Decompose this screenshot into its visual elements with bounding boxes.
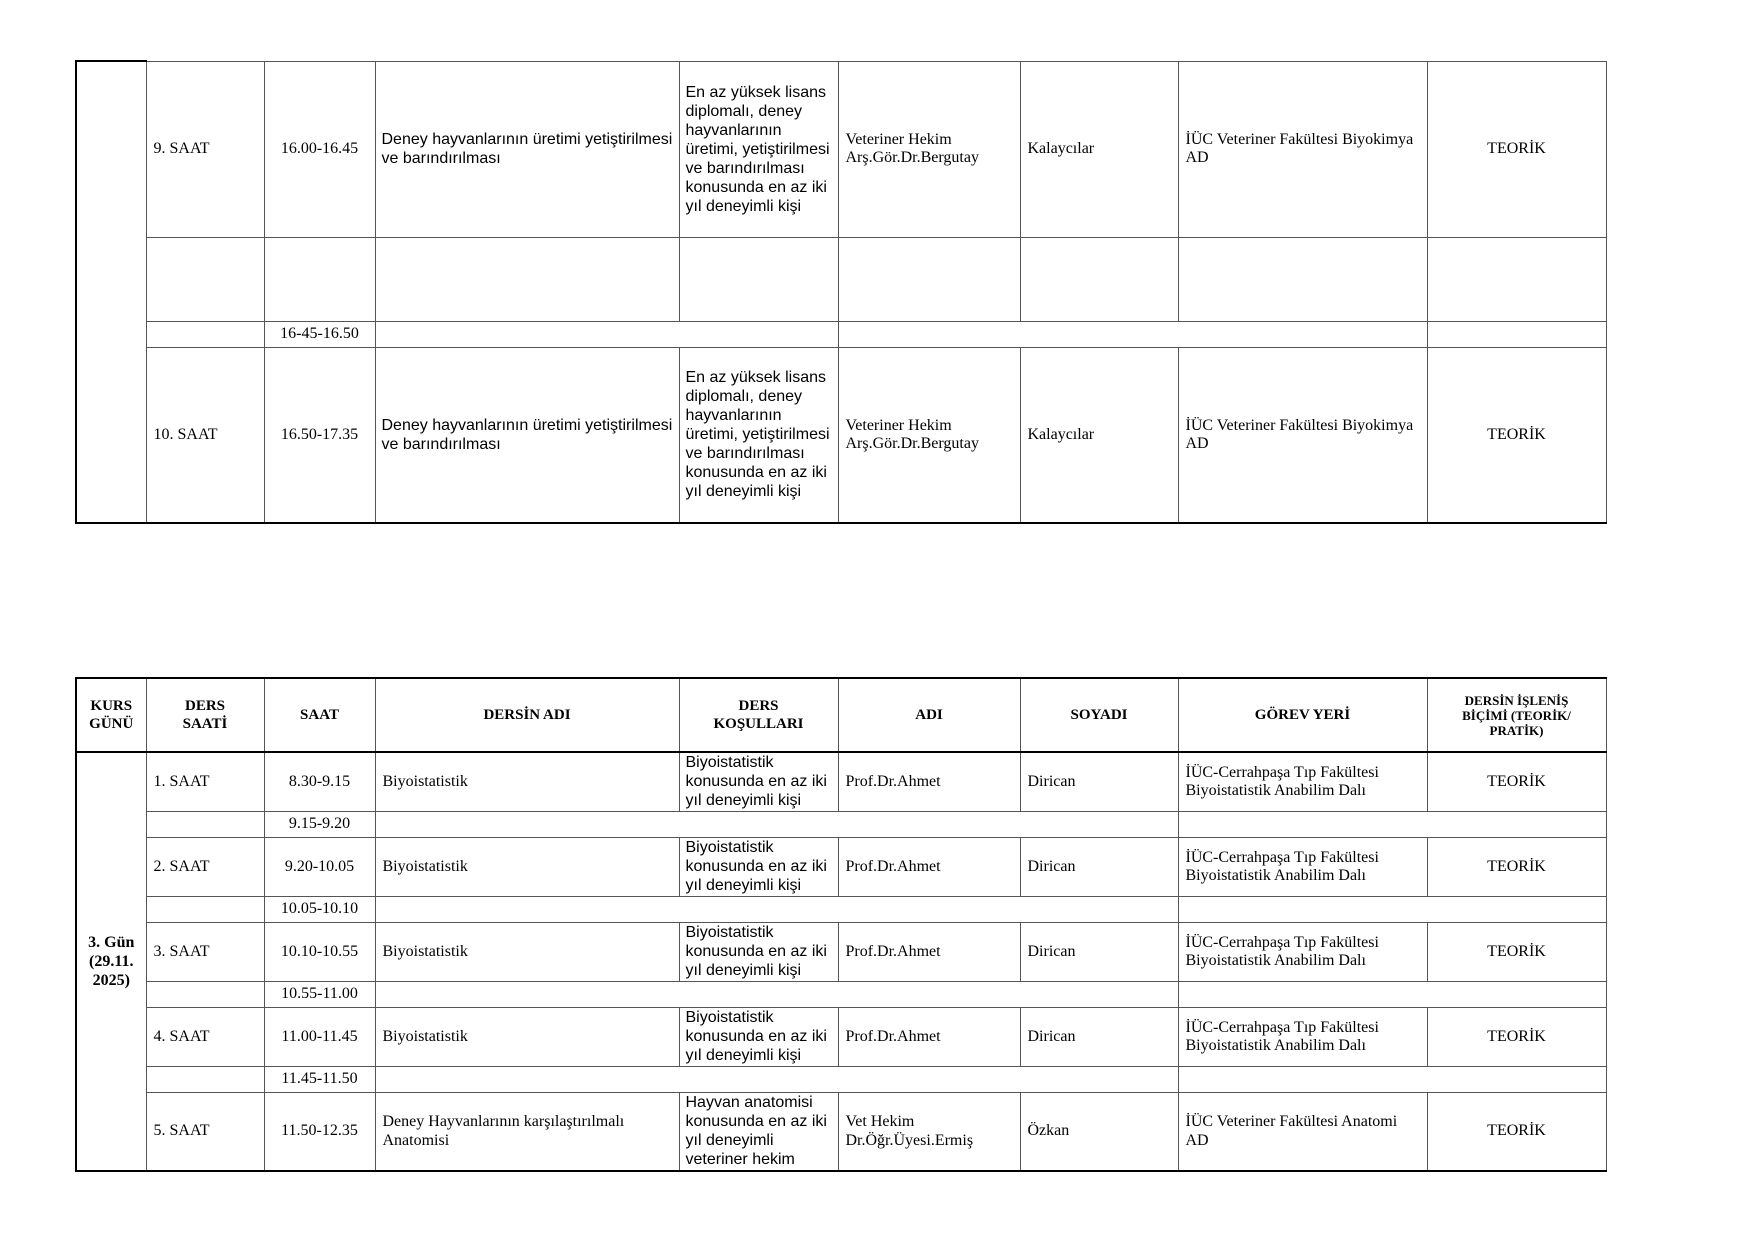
break-time-cell: 11.45-11.50: [264, 1066, 375, 1092]
day-label: 3. Gün (29.11. 2025): [76, 752, 146, 1171]
adi-cell: Prof.Dr.Ahmet: [838, 752, 1020, 811]
day-cell: [76, 61, 146, 523]
break-time-cell: 10.05-10.10: [264, 896, 375, 922]
soyadi-cell: Özkan: [1020, 1092, 1178, 1171]
ders-saati-cell: 10. SAAT: [146, 347, 264, 523]
kosullar-cell: Biyoistatistik konusunda en az iki yıl deneyimli kişi: [679, 837, 838, 896]
break-time-cell: 10.55-11.00: [264, 981, 375, 1007]
top-schedule-table: [75, 60, 1607, 524]
soyadi-cell: Kalaycılar: [1020, 347, 1178, 523]
ders-saati-cell: 9. SAAT: [146, 61, 264, 237]
break-row: [76, 321, 1606, 347]
bicim-cell: TEORİK: [1427, 61, 1606, 237]
bottom-schedule-table: [75, 677, 1607, 1172]
gorev-yeri-cell: İÜC-Cerrahpaşa Tıp Fakültesi Biyoistatistik Anabilim Dalı: [1178, 1007, 1427, 1066]
gorev-yeri-cell: İÜC Veteriner Fakültesi Anatomi AD: [1178, 1092, 1427, 1171]
kosullar-cell: Hayvan anatomisi konusunda en az iki yıl deneyimli veteriner hekim: [679, 1092, 838, 1171]
break-row: [76, 811, 1606, 837]
ders-adi-cell: Deney hayvanlarının üretimi yetiştirilmesi ve barındırılması: [375, 347, 679, 523]
ders-saati-cell: 2. SAAT: [146, 837, 264, 896]
bicim-cell: TEORİK: [1427, 922, 1606, 981]
table-row-empty: [76, 237, 1606, 321]
table-row: [76, 61, 1606, 237]
kosullar-cell: Biyoistatistik konusunda en az iki yıl deneyimli kişi: [679, 922, 838, 981]
saat-cell: 16.00-16.45: [264, 61, 375, 237]
header-adi: ADI: [838, 678, 1020, 752]
gorev-yeri-cell: İÜC-Cerrahpaşa Tıp Fakültesi Biyoistatistik Anabilim Dalı: [1178, 752, 1427, 811]
soyadi-cell: Kalaycılar: [1020, 61, 1178, 237]
break-time-cell: 16-45-16.50: [264, 321, 375, 347]
break-row: [76, 1066, 1606, 1092]
kosullar-cell: Biyoistatistik konusunda en az iki yıl deneyimli kişi: [679, 752, 838, 811]
gorev-yeri-cell: İÜC-Cerrahpaşa Tıp Fakültesi Biyoistatistik Anabilim Dalı: [1178, 922, 1427, 981]
saat-cell: 11.50-12.35: [264, 1092, 375, 1171]
adi-cell: Vet Hekim Dr.Öğr.Üyesi.Ermiş: [838, 1092, 1020, 1171]
saat-cell: 16.50-17.35: [264, 347, 375, 523]
header-saat: SAAT: [264, 678, 375, 752]
table-row: [76, 347, 1606, 523]
kosullar-cell: En az yüksek lisans diplomalı, deney hayvanlarının üretimi, yetiştirilmesi ve barındırılması konusunda en az iki yıl deneyimli kişi: [679, 347, 838, 523]
break-row: [76, 896, 1606, 922]
table-row: [76, 922, 1606, 981]
gorev-yeri-cell: İÜC Veteriner Fakültesi Biyokimya AD: [1178, 61, 1427, 237]
header-row: [76, 678, 1606, 752]
ders-adi-cell: Biyoistatistik: [375, 837, 679, 896]
kosullar-cell: Biyoistatistik konusunda en az iki yıl deneyimli kişi: [679, 1007, 838, 1066]
adi-cell: Prof.Dr.Ahmet: [838, 1007, 1020, 1066]
soyadi-cell: Dirican: [1020, 752, 1178, 811]
header-bicim: DERSİN İŞLENİŞ BİÇİMİ (TEORİK/ PRATİK): [1427, 678, 1606, 752]
bicim-cell: TEORİK: [1427, 1092, 1606, 1171]
table-row: [76, 1092, 1606, 1171]
ders-saati-cell: 1. SAAT: [146, 752, 264, 811]
table-row: [76, 837, 1606, 896]
table-row: [76, 1007, 1606, 1066]
ders-adi-cell: Biyoistatistik: [375, 1007, 679, 1066]
saat-cell: 11.00-11.45: [264, 1007, 375, 1066]
ders-saati-cell: 5. SAAT: [146, 1092, 264, 1171]
saat-cell: 10.10-10.55: [264, 922, 375, 981]
soyadi-cell: Dirican: [1020, 922, 1178, 981]
kosullar-cell: En az yüksek lisans diplomalı, deney hayvanlarının üretimi, yetiştirilmesi ve barındırılması konusunda en az iki yıl deneyimli kişi: [679, 61, 838, 237]
bicim-cell: TEORİK: [1427, 347, 1606, 523]
soyadi-cell: Dirican: [1020, 1007, 1178, 1066]
break-time-cell: 9.15-9.20: [264, 811, 375, 837]
header-gorev-yeri: GÖREV YERİ: [1178, 678, 1427, 752]
gorev-yeri-cell: İÜC-Cerrahpaşa Tıp Fakültesi Biyoistatistik Anabilim Dalı: [1178, 837, 1427, 896]
header-soyadi: SOYADI: [1020, 678, 1178, 752]
saat-cell: 9.20-10.05: [264, 837, 375, 896]
break-row: [76, 981, 1606, 1007]
bicim-cell: TEORİK: [1427, 1007, 1606, 1066]
bicim-cell: TEORİK: [1427, 752, 1606, 811]
adi-cell: Prof.Dr.Ahmet: [838, 837, 1020, 896]
header-ders-adi: DERSİN ADI: [375, 678, 679, 752]
header-kosullar: DERS KOŞULLARI: [679, 678, 838, 752]
ders-adi-cell: Deney hayvanlarının üretimi yetiştirilmesi ve barındırılması: [375, 61, 679, 237]
header-kurs-gunu: KURS GÜNÜ: [76, 678, 146, 752]
table-row: [76, 752, 1606, 811]
header-ders-saati: DERS SAATİ: [146, 678, 264, 752]
soyadi-cell: Dirican: [1020, 837, 1178, 896]
ders-saati-cell: 3. SAAT: [146, 922, 264, 981]
bicim-cell: TEORİK: [1427, 837, 1606, 896]
ders-adi-cell: Biyoistatistik: [375, 922, 679, 981]
ders-saati-cell: 4. SAAT: [146, 1007, 264, 1066]
ders-adi-cell: Deney Hayvanlarının karşılaştırılmalı Anatomisi: [375, 1092, 679, 1171]
adi-cell: Veteriner Hekim Arş.Gör.Dr.Bergutay: [838, 61, 1020, 237]
adi-cell: Prof.Dr.Ahmet: [838, 922, 1020, 981]
ders-adi-cell: Biyoistatistik: [375, 752, 679, 811]
saat-cell: 8.30-9.15: [264, 752, 375, 811]
adi-cell: Veteriner Hekim Arş.Gör.Dr.Bergutay: [838, 347, 1020, 523]
gorev-yeri-cell: İÜC Veteriner Fakültesi Biyokimya AD: [1178, 347, 1427, 523]
